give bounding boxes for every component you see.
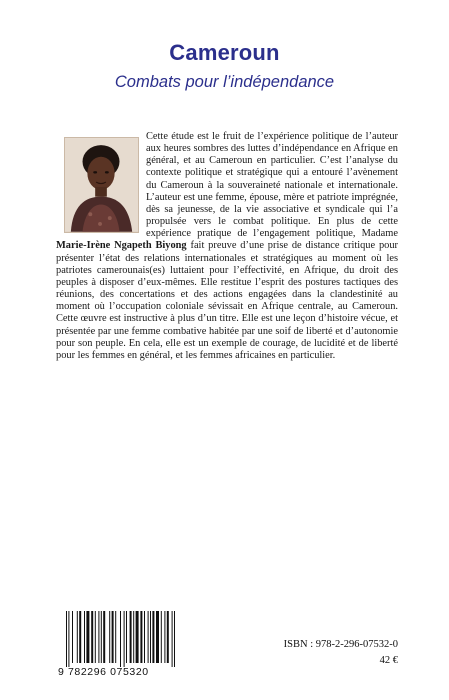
barcode-bar — [95, 611, 96, 663]
barcode-bar — [150, 611, 151, 663]
barcode-bar — [174, 611, 175, 667]
barcode-bar — [152, 611, 154, 663]
barcode-digits: 9 782296 075320 — [58, 666, 149, 678]
price: 42 € — [379, 655, 398, 666]
book-title: Cameroun — [169, 40, 280, 65]
barcode-bar — [130, 611, 132, 663]
barcode-bar — [109, 611, 110, 663]
barcode-bar — [140, 611, 142, 663]
barcode-bar — [167, 611, 169, 663]
barcode-bar — [144, 611, 145, 663]
barcode-bar — [120, 611, 121, 667]
barcode — [64, 611, 182, 667]
barcode-bar — [133, 611, 134, 663]
blurb-paragraph: Cette étude est le fruit de l’expérience politique de l’auteur aux heures sombres des luttes d’indépendance en Afrique en général, et au Cameroun en particulier. C’est l’analyse du contexte politique et stratégique qui a entouré l’avènement du Cameroun à la souveraineté nationale et internationale. L’auteur est une femme, épouse, mère et patriote imprégnée, dès sa jeunesse, de la vie associative et syndicale qui l’a propulsée vers le combat politique. En plus de cette expérience pratique de l’engagement politique, Madame Marie-Irène Ngapeth Biyong fait preuve d’une prise de distance critique pour présenter l’état des relations internationales et stratégiques au moment où les patriotes camerounais(es) luttaient pour l’effectivité, en Afrique, du droit des peuples à disposer d’eux-mêmes. Elle restitue l’esprit des postures tactiques des réunions, des concertations et des actions engagées dans la clandestinité au moment où l’occupation coloniale sévissait en Afrique centrale, au Cameroun. Cette œuvre est instructive à plus d’un titre. Elle est une leçon d’histoire vécue, et présentée par une femme combative habitée par une soif de liberté et d’autonomie pour son peuple. En cela, elle est un exemple de courage, de lucidité et de liberté pour les femmes en général, et les femmes africaines en particulier. — [56, 131, 399, 361]
barcode-bar — [115, 611, 116, 663]
barcode-bar — [148, 611, 149, 663]
barcode-bar — [79, 611, 81, 663]
barcode-bar — [136, 611, 139, 663]
barcode-bar — [161, 611, 162, 663]
barcode-bar — [72, 611, 73, 663]
barcode-bar — [68, 611, 69, 667]
barcode-bar — [84, 611, 85, 663]
barcode-bar — [126, 611, 127, 663]
barcode-bar — [101, 611, 102, 663]
isbn: ISBN : 978-2-296-07532-0 — [283, 639, 398, 650]
barcode-bar — [91, 611, 93, 663]
barcode-bar — [172, 611, 173, 667]
barcode-bar — [156, 611, 159, 663]
book-subtitle: Combats pour l’indépendance — [114, 73, 335, 91]
author-name: Marie-Irène Ngapeth Biyong — [56, 240, 187, 252]
back-cover-blurb — [56, 131, 398, 362]
barcode-bar — [86, 611, 89, 663]
barcode-bar — [103, 611, 105, 663]
barcode-bar — [164, 611, 165, 663]
barcode-bar — [77, 611, 78, 663]
barcode-bar — [66, 611, 67, 667]
barcode-bar — [124, 611, 125, 667]
barcode-bar — [112, 611, 114, 663]
barcode-bar — [98, 611, 99, 663]
